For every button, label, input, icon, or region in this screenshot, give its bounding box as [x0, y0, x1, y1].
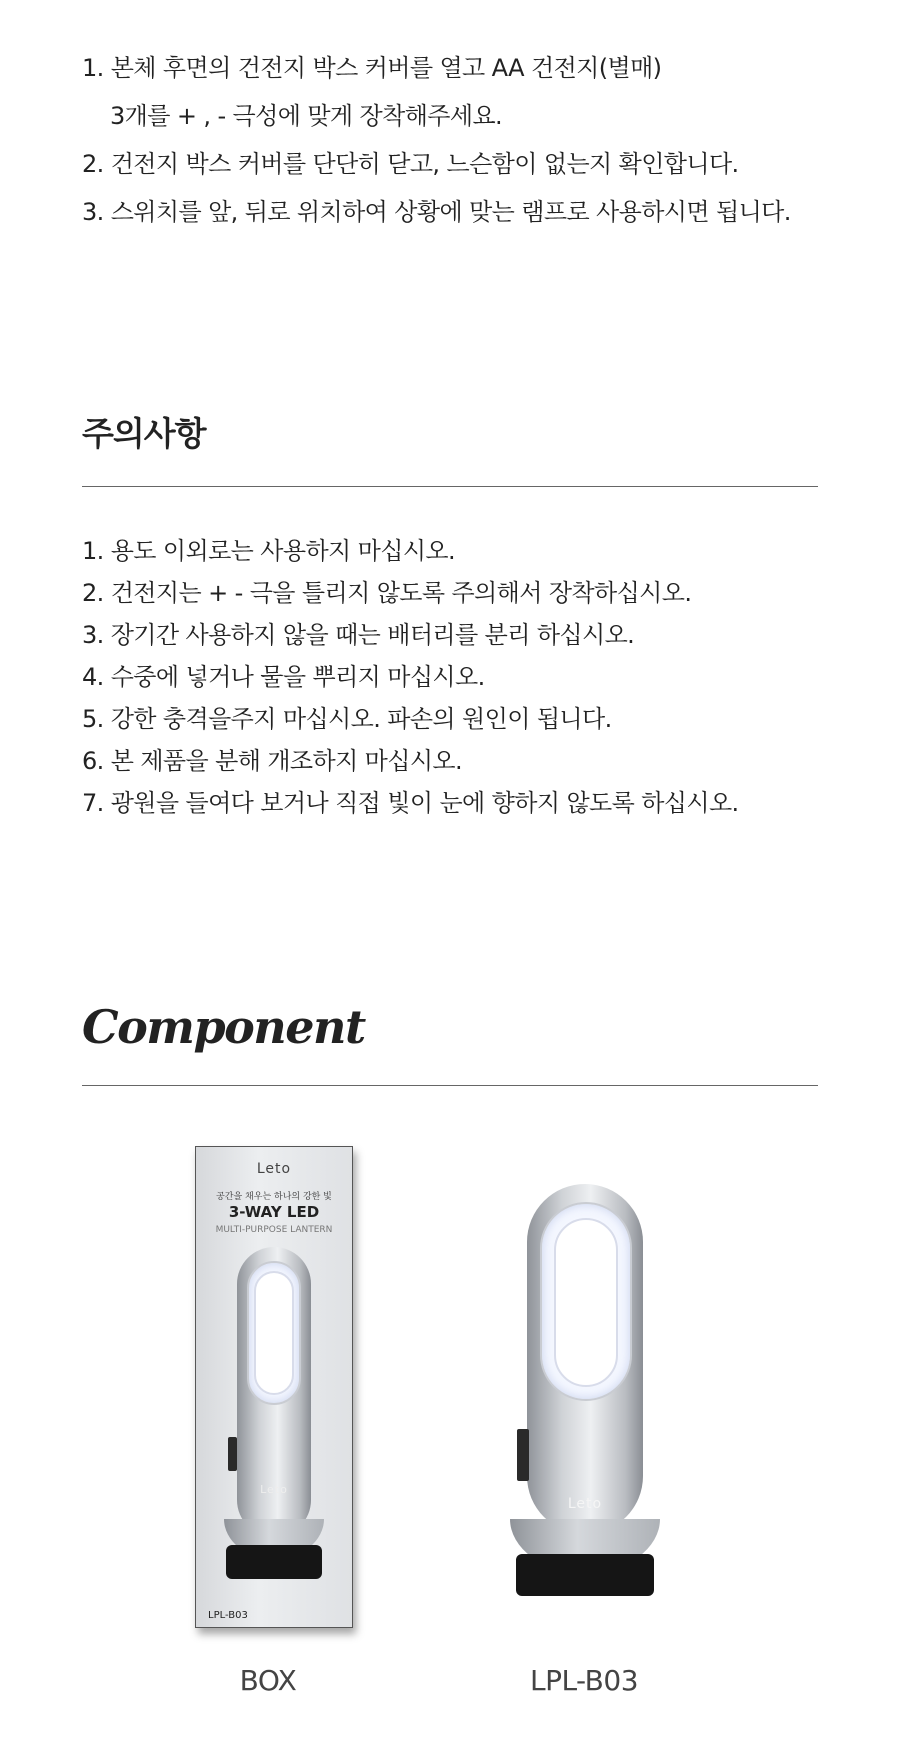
cautions-list: [82, 530, 862, 824]
box-code: LPL-B03: [208, 1610, 248, 1621]
lantern-product-image: [510, 1184, 660, 1616]
box-logo: Leto: [256, 1161, 292, 1177]
caution-item: 4. 수중에 넣거나 물을 뿌리지 마십시오.: [82, 663, 485, 691]
install-step: 3. 스위치를 앞, 뒤로 위치하여 상황에 맞는 램프로 사용하시면 됩니다.: [82, 198, 791, 226]
caution-item: 7. 광원을 들여다 보거나 직접 빛이 눈에 향하지 않도록 하십시오.: [82, 789, 739, 817]
install-step: 1. 본체 후면의 건전지 박스 커버를 열고 AA 건전지(별매): [82, 54, 662, 82]
component-divider: [82, 1085, 818, 1086]
caution-item: 6. 본 제품을 분해 개조하지 마십시오.: [82, 747, 463, 775]
product-box-image: [195, 1146, 353, 1628]
box-tagline: 공간을 채우는 하나의 강한 빛: [216, 1192, 332, 1202]
cautions-divider: [82, 486, 818, 487]
install-step-continuation: 3개를 + , - 극성에 맞게 장착해주세요.: [110, 102, 503, 130]
box-model: 3-WAY LED: [228, 1203, 320, 1221]
box-subtitle: MULTI-PURPOSE LANTERN: [215, 1225, 333, 1235]
box-caption: BOX: [239, 1664, 297, 1697]
installation-steps: [82, 44, 862, 236]
install-step: 2. 건전지 박스 커버를 단단히 닫고, 느슨함이 없는지 확인합니다.: [82, 150, 739, 178]
product-caption: LPL-B03: [529, 1664, 639, 1697]
caution-item: 1. 용도 이외로는 사용하지 마십시오.: [82, 537, 456, 565]
caution-item: 5. 강한 충격을주지 마십시오. 파손의 원인이 됩니다.: [82, 705, 612, 733]
component-title: Component: [82, 1000, 365, 1054]
cautions-title: 주의사항: [82, 414, 206, 453]
lantern-brand: Leto: [567, 1496, 603, 1512]
box-lantern-brand: Leto: [260, 1483, 288, 1496]
box-lantern-image: [224, 1247, 324, 1607]
caution-item: 3. 장기간 사용하지 않을 때는 배터리를 분리 하십시오.: [82, 621, 635, 649]
caution-item: 2. 건전지는 + - 극을 틀리지 않도록 주의해서 장착하십시오.: [82, 579, 692, 607]
